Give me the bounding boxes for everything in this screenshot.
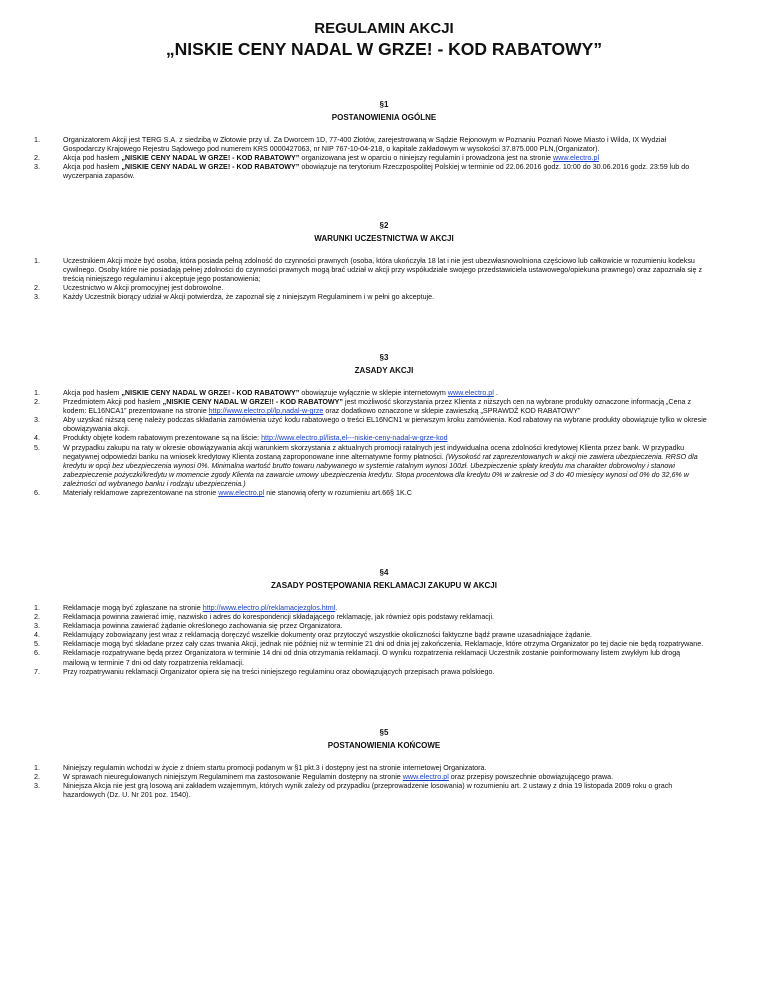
section-2 [0,221,768,302]
section-5 [0,728,768,800]
item-number: 3. [34,782,40,791]
item-text: Akcja pod hasłem [63,389,122,397]
item-text: W przypadku zakupu na raty w okresie obowiązywania akcji warunkiem skorzystania z aktualnych promocji ratalnych jest indywidualna ocena zdolności kredytowej Klienta przez bank. W przypadku negatywnej odpowiedzi banku na wniosek kredytowy Klienta zostaną zaproponowane inne alternatywne formy płatności. [63,443,685,461]
item-number: 1. [34,257,40,265]
item-text: Niniejsza Akcja nie jest grą losową ani zakładem wzajemnym, których wynik zależy od przypadku (przeprowadzenie losowania) w rozumieniu art. 2 ustawy z dnia 19 listopada 2009 roku o grach hazardowych (Dz. U. Nr 201 poz. 1540). [63,782,673,800]
item-text: Uczestnictwo w Akcji promocyjnej jest dobrowolne. [63,284,224,293]
list-item [0,444,768,489]
section-title: WARUNKI UCZESTNICTWA W AKCJI [314,234,454,243]
list-item [0,398,768,416]
url-link[interactable]: www.electro.pl [553,154,600,163]
document-title: REGULAMIN AKCJI [314,20,454,37]
item-number: 5. [34,640,40,649]
section-number: §5 [379,728,389,737]
url-link[interactable]: www.electro.pl [218,489,265,498]
item-text: Reklamacje rozpatrywane będą przez Organizatora w terminie 14 dni od dnia otrzymania reklamacji. O wyniku rozpatrzenia reklamacji Uczestnik zostanie poinformowany listem zwykłym lub drogą mailową w terminie 7 dni od daty rozpatrzenia reklamacji. [63,649,681,667]
list-item [0,389,768,398]
item-number: 4. [34,434,40,443]
list-item [0,489,768,498]
item-text: Reklamacja powinna zawierać imię, nazwisko i adres do korespondencji składającego reklamację, jak również opis podstawy reklamacji. [63,613,495,622]
item-text: Akcja pod hasłem [63,154,122,163]
list-item [0,163,768,181]
item-number: 1. [34,136,40,144]
url-link[interactable]: www.electro.pl [447,389,494,397]
item-number: 5. [34,443,40,452]
document-subtitle: „NISKIE CENY NADAL W GRZE! - KOD RABATOWY” [165,39,603,59]
item-number: 3. [34,622,40,631]
item-number: 2. [34,284,40,293]
item-text: Uczestnikiem Akcji może być osoba, która posiada pełną zdolność do czynności prawnych (osoba, która ukończyła 18 lat i nie jest ubezwłasnowolniona częściowo lub całkowicie w rozumieniu kodeksu cywilnego. Osoby które nie posiadają pełnej zdolności do czynności prawnych mogą brać udział w akcji przy współudziale swojego przedstawiciela ustawowego/opiekuna prawnego) oraz zapoznała się z treścią niniejszego regulaminu i akceptuje jego postanowienia; [63,257,703,284]
section-title: ZASADY POSTĘPOWANIA REKLAMACJI ZAKUPU W AKCJI [271,581,497,590]
item-text: jest możliwość skorzystania przez Klienta z niższych cen na wybrane produkty oznaczone informacją „Cena z kodem: EL16NCA1” prezentowane na stronie [63,398,692,416]
list-item [0,640,768,649]
item-text: Akcja pod hasłem [63,163,122,172]
item-text: Niniejszy regulamin wchodzi w życie z dniem startu promocji podanym w §1 pkt.3 i dostępny jest na stronie internetowej Organizatora. [63,764,487,772]
section-4 [0,568,768,677]
item-text: Przy rozpatrywaniu reklamacji Organizator opiera się na treści niniejszego regulaminu oraz obowiązujących przepisach prawa polskiego. [63,667,495,676]
section-list [0,604,768,677]
url-link[interactable]: http://www.electro.pl/lp,nadal-w-grze [208,407,324,416]
item-text: nie stanowią oferty w rozumieniu art.66§ 1K.C [264,489,412,498]
campaign-name: „NISKIE CENY NADAL W GRZE! - KOD RABATOWY” [121,389,300,397]
item-text: oraz przepisy powszechnie obowiązującego prawa. [448,773,614,782]
item-text: Reklamujący zobowiązany jest wraz z reklamacją doręczyć wszelkie dokumenty oraz przytoczyć wszystkie okoliczności faktyczne bądź prawne uzasadniające żądanie. [63,631,593,640]
section-list [0,389,768,498]
list-item [0,257,768,284]
item-number: 2. [34,398,40,407]
item-text: Produkty objęte kodem rabatowym prezentowane są na liście: [63,434,262,443]
list-item [0,293,768,302]
item-text: Każdy Uczestnik biorący udział w Akcji potwierdza, że zapoznał się z niniejszym Regulaminem i w pełni go akceptuje. [63,293,435,302]
item-text: Aby uzyskać niższą cenę należy podczas składania zamówienia użyć kodu rabatowego o treści EL16NCN1 w pierwszym kroku zamówienia. Kod rabatowy na wybrane produkty obowiązuje tylko w okresie obowiązywania akcji. [63,416,707,434]
item-text: Przedmiotem Akcji pod hasłem [63,398,163,407]
item-number: 3. [34,416,40,425]
list-item [0,782,768,800]
item-text: organizowana jest w oparciu o niniejszy regulamin i prowadzona jest na stronie [299,154,553,163]
item-text: W sprawach nieuregulowanych niniejszym Regulaminem ma zastosowanie Regulamin dostępny na stronie [63,773,403,782]
list-item [0,434,768,443]
item-number: 1. [34,764,40,772]
item-text: . [335,604,338,612]
item-number: 2. [34,154,40,163]
item-text: Reklamacje mogą być zgłaszane na stronie [63,604,203,612]
list-item [0,773,768,782]
section-number: §3 [379,353,389,362]
item-text: Materiały reklamowe zaprezentowane na stronie [63,489,219,498]
item-number: 2. [34,773,40,782]
list-item [0,764,768,773]
item-number: 1. [34,389,40,397]
item-number: 1. [34,604,40,612]
campaign-name: „NISKIE CENY NADAL W GRZE!! - KOD RABATOWY” [162,398,343,407]
list-item [0,136,768,154]
list-item [0,649,768,667]
item-number: 3. [34,293,40,302]
item-text: obowiązuje na terytorium Rzeczpospolitej Polskiej w terminie od 22.06.2016 godz. 10:00 do 30.06.2016 godz. 23:59 lub do wyczerpania zapasów. [63,163,690,181]
section-1 [0,100,768,181]
item-number: 7. [34,667,40,676]
list-item [0,284,768,293]
section-number: §4 [379,568,389,577]
list-item [0,668,768,677]
item-text: Reklamacja powinna zawierać żądanie określonego zachowania się przez Organizatora. [63,622,343,631]
url-link[interactable]: http://www.electro.pl/lista,el---niskie-ceny-nadal-w-grze-kod [261,434,448,443]
item-text: (Wysokość rat zaprezentowanych w akcji nie zawiera ubezpieczenia. RRSO dla kredytu w opcji bez ubezpieczenia wynosi 0%. Minimalna wartość brutto towaru nabywanego w systemie ratalnym wynosi 100zł. Ubezpieczenie spłaty kredytu ma charakter dobrowolny i stanowi zabezpieczenie pożyczki/kredytu w momencie zgody Klienta na zawarcie umowy ubezpieczenia kredytu. Stopa procentowa dla kredytu 0% w zakresie od 3 do 40 miesięcy wynosi od 0% do 32,6% w zależności od wybranego banku i rodzaju ubezpieczenia.) [63,452,698,488]
campaign-name: „NISKIE CENY NADAL W GRZE! - KOD RABATOWY” [121,163,300,172]
section-title: POSTANOWIENIA KOŃCOWE [327,741,441,750]
list-item [0,631,768,640]
item-number: 3. [34,163,40,172]
url-link[interactable]: http://www.electro.pl/reklamacjezglos.html [202,604,336,612]
section-list [0,257,768,302]
item-number: 6. [34,649,40,658]
section-number: §1 [379,100,389,109]
section-list [0,764,768,800]
section-title: ZASADY AKCJI [354,366,414,375]
item-text: oraz dodatkowo oznaczone w sklepie zawieszką „SPRAWDŹ KOD RABATOWY” [323,407,581,416]
section-3 [0,353,768,498]
list-item [0,154,768,163]
item-text: Reklamacje mogą być składane przez cały czas trwania Akcji, jednak nie później niż w terminie 21 dni od dnia jej zakończenia. Reklamacje, które otrzyma Organizator po tej dacie nie będą rozpatrywane. [63,640,704,649]
section-list [0,136,768,181]
list-item [0,416,768,434]
item-text: obowiązuje wyłącznie w sklepie internetowym [299,389,448,397]
item-text: . [493,389,498,397]
section-title: POSTANOWIENIA OGÓLNE [331,113,437,122]
list-item [0,622,768,631]
item-text: Organizatorem Akcji jest TERG S.A. z siedzibą w Złotowie przy ul. Za Dworcem 1D, 77-400 Złotów, zarejestrowaną w Sądzie Rejonowym w Poznaniu Poznań Nowe Miasto i Wilda, IX Wydział Gospodarczy Krajowego Rejestru Sądowego pod numerem KRS 0000427063, nr NIP 767-10-04-218, o kapitale zakładowym w wysokości 37.875.000 PLN,(Organizator). [63,136,667,154]
campaign-name: „NISKIE CENY NADAL W GRZE! - KOD RABATOWY” [121,154,300,163]
section-number: §2 [379,221,389,230]
item-number: 6. [34,489,40,498]
item-number: 2. [34,613,40,622]
url-link[interactable]: www.electro.pl [402,773,449,782]
item-number: 4. [34,631,40,640]
list-item [0,613,768,622]
list-item [0,604,768,613]
